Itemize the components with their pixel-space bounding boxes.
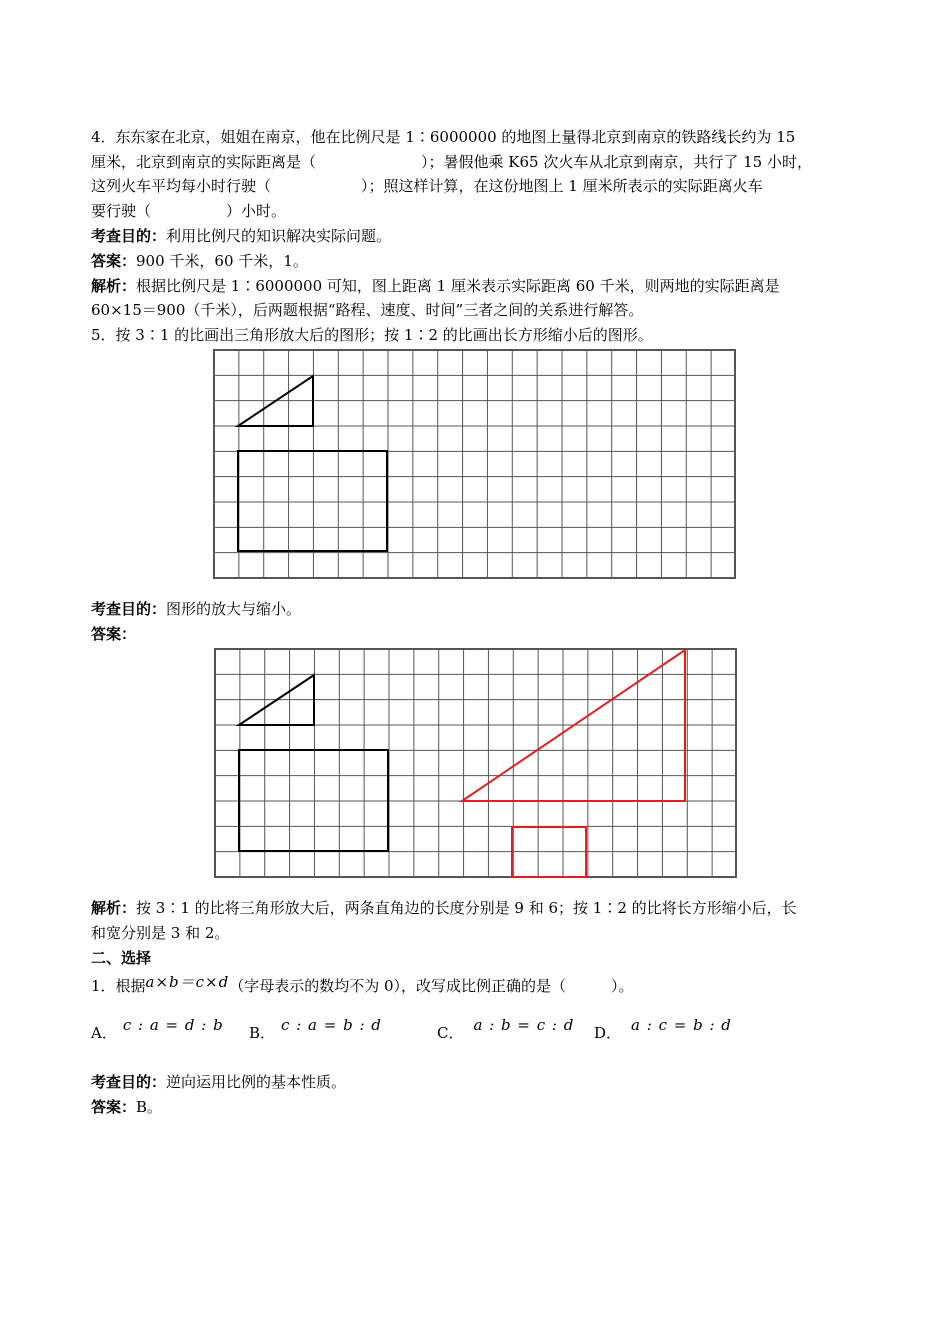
grid-lines (214, 350, 736, 578)
answer-grid (214, 648, 738, 880)
grid-lines (215, 649, 737, 877)
option-label: A． (91, 1024, 117, 1042)
answer-label: 答案： (91, 1098, 137, 1116)
q4-analysis-1 (91, 275, 780, 297)
option-expr: c : a = d : b (122, 1016, 224, 1034)
q4-line-3: 这列火车平均每小时行驶（ ）；照这样计算，在这份地图上 1 厘米所表示的实际距离火车 (91, 177, 763, 195)
q5-analysis-2: 和宽分别是 3 和 2。 (91, 924, 230, 942)
q1-suffix: （字母表示的数均不为 0），改写成比例正确的是（ ）。 (229, 977, 634, 995)
choice-purpose (91, 1071, 346, 1093)
choice-q1 (91, 975, 634, 997)
analysis-label: 解析： (91, 899, 137, 917)
q4-analysis-2: 60×15＝900（千米），后两题根据“路程、速度、时间”三者之间的关系进行解答。 (91, 301, 644, 319)
option-c (437, 1016, 575, 1044)
q4-line-2: 厘米，北京到南京的实际距离是（ ）；暑假他乘 K65 次火车从北京到南京，共行了 15 小时， (91, 153, 812, 171)
answer-text: B。 (136, 1098, 163, 1116)
answer-label: 答案： (91, 625, 137, 643)
option-a (91, 1016, 224, 1044)
q5-line-1: 5．按 3∶1 的比画出三角形放大后的图形；按 1∶2 的比画出长方形缩小后的图形。 (91, 326, 653, 344)
answer-text: 900 千米，60 千米，1。 (136, 252, 308, 270)
purpose-label: 考查目的： (91, 227, 167, 245)
analysis-text: 按 3∶1 的比将三角形放大后，两条直角边的长度分别是 9 和 6；按 1∶2 的比将长方形缩小后，长 (136, 899, 797, 917)
option-label: B． (249, 1024, 276, 1042)
q5-analysis-1 (91, 897, 797, 919)
answer-label: 答案： (91, 252, 137, 270)
question-grid (213, 349, 737, 581)
original-rectangle (238, 451, 387, 551)
q4-line-4: 要行驶（ ）小时。 (91, 202, 287, 220)
q1-formula: a×b＝c×d (145, 973, 230, 991)
choice-answer (91, 1096, 162, 1118)
q4-answer (91, 250, 308, 272)
purpose-text: 利用比例尺的知识解决实际问题。 (166, 227, 392, 245)
option-d (594, 1016, 732, 1044)
q1-prefix: 1．根据 (91, 977, 146, 995)
option-expr: a : b = c : d (473, 1016, 575, 1034)
option-label: C． (437, 1024, 464, 1042)
purpose-label: 考查目的： (91, 1073, 167, 1091)
purpose-label: 考查目的： (91, 600, 167, 618)
q4-purpose (91, 225, 391, 247)
grid-border (214, 350, 735, 578)
analysis-label: 解析： (91, 277, 137, 295)
option-label: D． (594, 1024, 622, 1042)
q5-answer (91, 623, 136, 645)
grid-border (215, 649, 736, 877)
q4-line-1: 4．东东家在北京，姐姐在南京，他在比例尺是 1∶6000000 的地图上量得北京到南京的铁路线长约为 15 (91, 128, 796, 146)
analysis-text: 根据比例尺是 1∶6000000 可知，图上距离 1 厘米表示实际距离 60 千米，则两地的实际距离是 (136, 277, 780, 295)
option-expr: a : c = b : d (631, 1016, 732, 1034)
q5-purpose (91, 598, 301, 620)
purpose-text: 逆向运用比例的基本性质。 (166, 1073, 347, 1091)
purpose-text: 图形的放大与缩小。 (166, 600, 302, 618)
section-heading: 二、选择 (91, 949, 152, 967)
option-b (249, 1016, 382, 1044)
option-expr: c : a = b : d (281, 1016, 382, 1034)
